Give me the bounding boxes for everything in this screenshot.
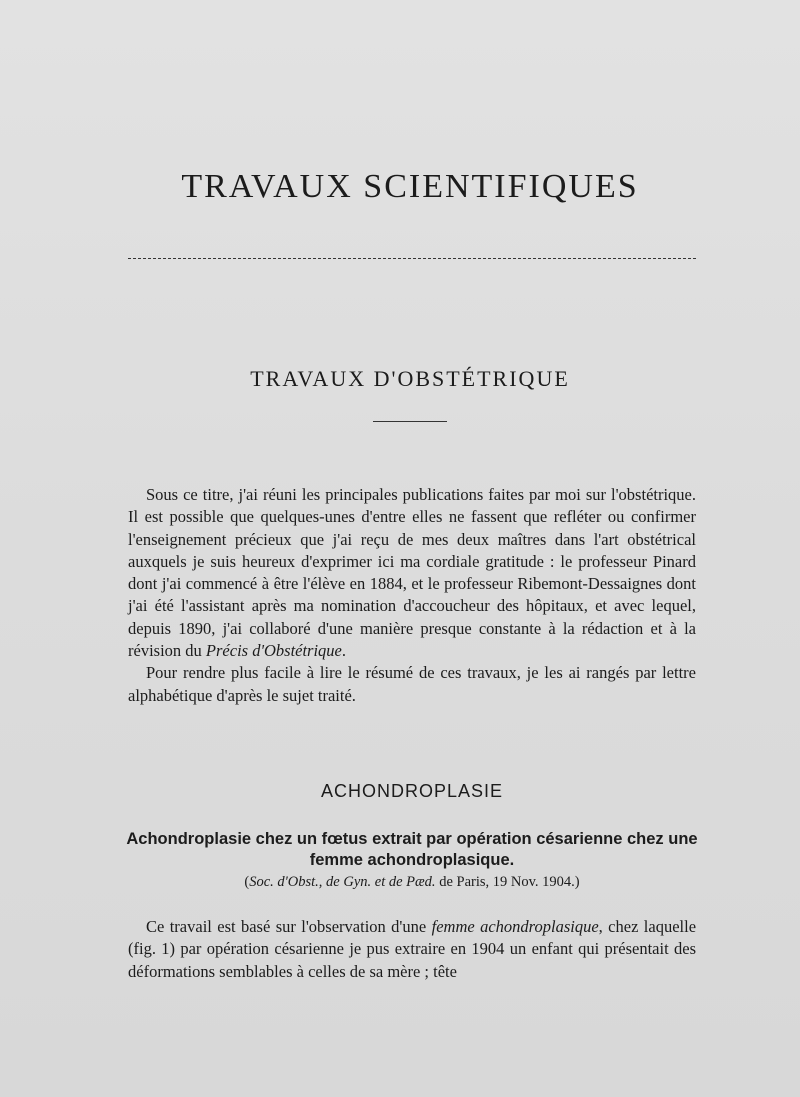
book-title: Précis d'Obstétrique <box>205 641 342 661</box>
article-title: Achondroplasie chez un fœtus extrait par opération césarienne chez une femme achondroplasique. <box>126 830 698 869</box>
section-heading: ACHONDROPLASIE <box>320 781 504 801</box>
intro-paragraph-2: Pour rendre plus facile à lire le résumé de ces travaux, je les ai rangés par lettre alphabétique d'après le sujet traité. <box>128 663 696 705</box>
chapter-divider <box>373 421 447 422</box>
chapter-title: TRAVAUX D'OBSTÉTRIQUE <box>250 366 570 391</box>
intro-text <box>128 484 696 707</box>
page-title: TRAVAUX SCIENTIFIQUES <box>181 168 639 205</box>
article-citation: (Soc. d'Obst., de Gyn. et de Pæd. de Paris, 19 Nov. 1904.) <box>244 874 580 890</box>
section-text <box>128 916 696 983</box>
title-divider <box>128 258 696 259</box>
section-paragraph: Ce travail est basé sur l'observation d'une femme achondroplasique, chez laquelle (fig. 1) par opération césarienne je pus extraire en 1904 un enfant qui présentait des déformations semblables à celles de sa mère ; tête <box>128 917 697 981</box>
intro-paragraph-1: Sous ce titre, j'ai réuni les principales publications faites par moi sur l'obstétrique. Il est possible que quelques-unes d'entre elles ne fassent que refléter ou confirmer l'enseignement précieux que j'ai reçu de mes deux maîtres dans l'art obstétrical auxquels je suis heureux d'exprimer ici ma cordiale gratitude : le professeur Pinard dont j'ai commencé à être l'élève en 1884, et le professeur Ribemont-Dessaignes dont j'ai été l'assistant après ma nomination d'accoucheur des hôpitaux, et avec lequel, depuis 1890, j'ai collaboré d'une manière presque constante à la rédaction et à la révision du Précis d'Obstétrique. <box>128 485 696 661</box>
